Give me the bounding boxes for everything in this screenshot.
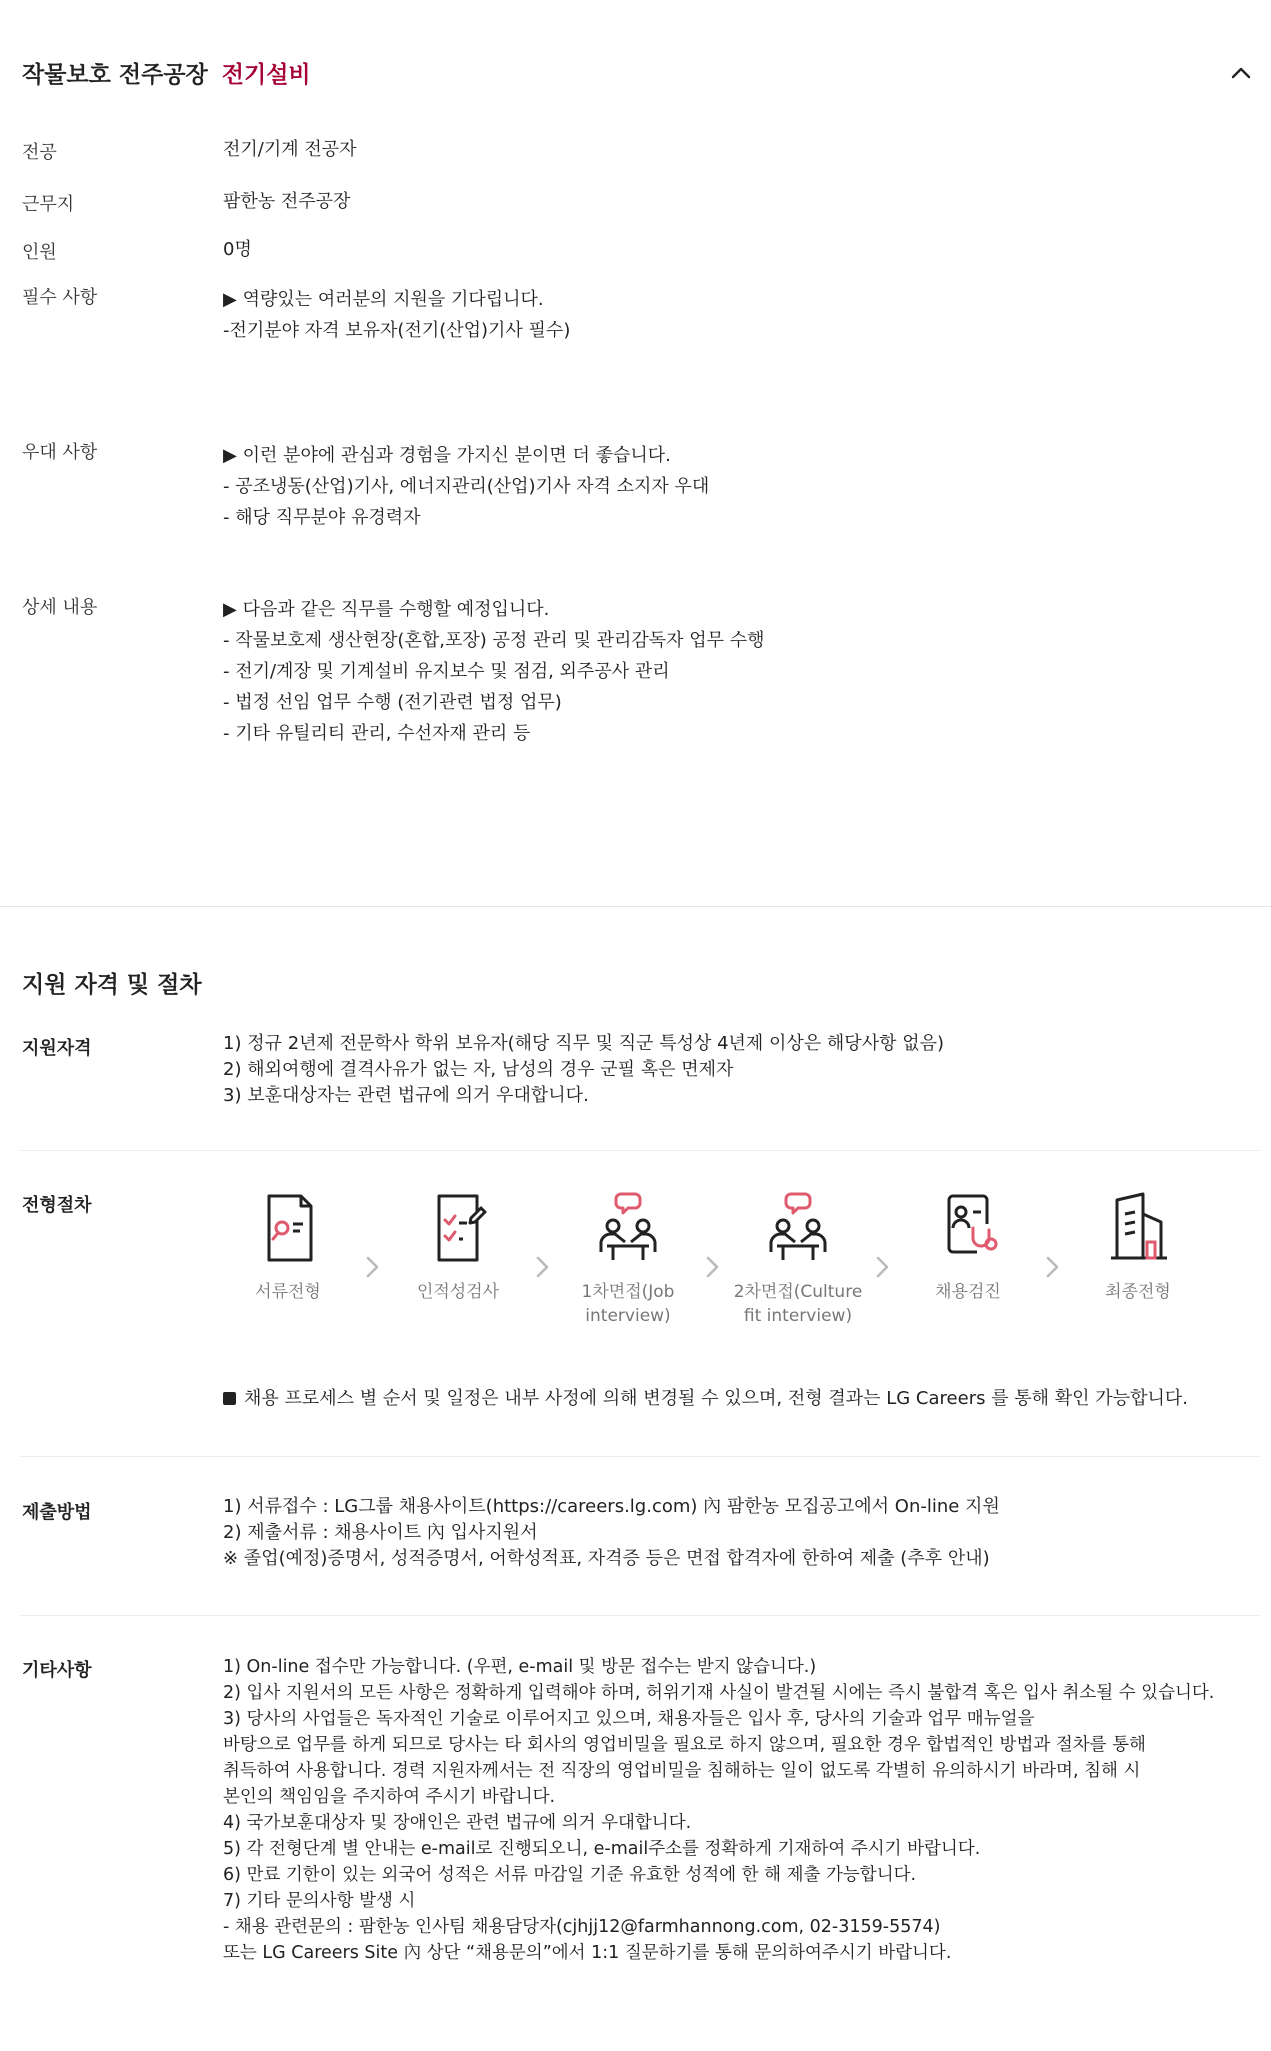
step-aptitude-test — [393, 1190, 523, 1304]
preferred-label: 우대 사항 — [22, 442, 98, 463]
detail-label: 상세 내용 — [22, 597, 98, 618]
step-label: 최종전형 — [1105, 1282, 1171, 1302]
medical-check-icon — [933, 1190, 1003, 1266]
preferred-value: ▶ 이런 분야에 관심과 경험을 가지신 분이면 더 좋습니다. - 공조냉동(산업)기사, 에너지관리(산업)기사 자격 소지자 우대 - 해당 직무분야 유경력자 — [223, 445, 710, 528]
chevron-up-icon[interactable] — [1228, 60, 1254, 86]
submission-value: 1) 서류접수 : LG그룹 채용사이트(https://careers.lg.com) 內 팜한농 모집공고에서 On-line 지원 2) 제출서류 : 채용사이트 內 입사지원서 ※ 졸업(예정)증명서, 성적증명서, 어학성적표, 자격증 등은 면접 합격자에 한하여 제출 (추후 안내) — [223, 1496, 1000, 1569]
checklist-icon — [423, 1190, 493, 1266]
process-steps — [223, 1190, 1203, 1350]
required-value: ▶ 역량있는 여러분의 지원을 기다립니다. -전기분야 자격 보유자(전기(산업)기사 필수) — [223, 289, 571, 341]
chevron-right-icon — [1043, 1252, 1063, 1282]
headcount-value: 0명 — [223, 239, 252, 260]
document-search-icon — [253, 1190, 323, 1266]
step-second-interview — [733, 1190, 863, 1328]
major-label: 전공 — [22, 142, 57, 163]
job-title — [22, 56, 311, 89]
apply-section-title: 지원 자격 및 절차 — [22, 972, 202, 998]
interview-icon — [763, 1190, 833, 1266]
location-value: 팜한농 전주공장 — [223, 191, 351, 212]
step-medical-check — [903, 1190, 1033, 1304]
location-label: 근무지 — [22, 194, 75, 215]
step-document-screening — [223, 1190, 353, 1304]
job-subtitle: 전기설비 — [221, 62, 311, 88]
job-header[interactable] — [0, 50, 1271, 98]
step-label: 인적성검사 — [416, 1282, 500, 1302]
chevron-right-icon — [533, 1252, 553, 1282]
step-first-interview — [563, 1190, 693, 1328]
chevron-right-icon — [873, 1252, 893, 1282]
step-label: 2차면접(Culture fit interview) — [733, 1282, 863, 1326]
etc-label: 기타사항 — [22, 1660, 92, 1681]
job-title-text: 작물보호 전주공장 — [22, 62, 208, 88]
step-label: 서류전형 — [255, 1282, 321, 1302]
square-bullet-icon — [223, 1392, 236, 1405]
divider — [20, 1456, 1260, 1457]
process-note — [223, 1384, 1188, 1410]
step-label: 1차면접(Job interview) — [581, 1282, 675, 1326]
headcount-label: 인원 — [22, 242, 57, 263]
divider — [20, 1150, 1260, 1151]
section-divider — [0, 906, 1271, 907]
process-note-text: 채용 프로세스 별 순서 및 일정은 내부 사정에 의해 변경될 수 있으며, 전형 결과는 LG Careers 를 통해 확인 가능합니다. — [244, 1388, 1188, 1409]
step-label: 채용검진 — [935, 1282, 1001, 1302]
qualification-label: 지원자격 — [22, 1038, 92, 1059]
divider — [20, 1615, 1260, 1616]
chevron-right-icon — [703, 1252, 723, 1282]
detail-value: ▶ 다음과 같은 직무를 수행할 예정입니다. - 작물보호제 생산현장(혼합,포장) 공정 관리 및 관리감독자 업무 수행 - 전기/계장 및 기계설비 유지보수 및 점검, 외주공사 관리 - 법정 선임 업무 수행 (전기관련 법정 업무) - 기타 유틸리티 관리, 수선자재 관리 등 — [223, 599, 765, 744]
required-label: 필수 사항 — [22, 287, 98, 308]
chevron-right-icon — [363, 1252, 383, 1282]
interview-icon — [593, 1190, 663, 1266]
submission-label: 제출방법 — [22, 1502, 92, 1523]
etc-value: 1) On-line 접수만 가능합니다. (우편, e-mail 및 방문 접수는 받지 않습니다.) 2) 입사 지원서의 모든 사항은 정확하게 입력해야 하며, 허위기재 사실이 발견될 시에는 즉시 불합격 혹은 입사 취소될 수 있습니다. 3) 당사의 사업들은 독자적인 기술로 이루어지고 있으며, 채용자들은 입사 후, 당사의 기술과 업무 매뉴얼을 바탕으로 업무를 하게 되므로 당사는 타 회사의 영업비밀을 필요로 하지 않으며, 필요한 경우 합법적인 방법과 절차를 통해 취득하여 사용합니다. 경력 지원자께서는 전 직장의 영업비밀을 침해하는 일이 없도록 각별히 유의하시기 바라며, 침해 시 본인의 책임임을 주지하여 주시기 바랍니다. 4) 국가보훈대상자 및 장애인은 관련 법규에 의거 우대합니다. 5) 각 전형단계 별 안내는 e-mail로 진행되오니, e-mail주소를 정확하게 기재하여 주시기 바랍니다. 6) 만료 기한이 있는 외국어 성적은 서류 마감일 기준 유효한 성적에 한 해 제출 가능합니다. 7) 기타 문의사항 발생 시 - 채용 관련문의 : 팜한농 인사팀 채용담당자(cjhjj12@farmhannong.com, 02-3159-5574) 또는 LG Careers Site 內 상단 “채용문의”에서 1:1 질문하기를 통해 문의하여주시기 바랍니다. — [223, 1657, 1215, 1963]
step-final — [1073, 1190, 1203, 1304]
building-icon — [1103, 1190, 1173, 1266]
major-value: 전기/기계 전공자 — [223, 139, 357, 160]
process-label: 전형절차 — [22, 1195, 92, 1216]
qualification-value: 1) 정규 2년제 전문학사 학위 보유자(해당 직무 및 직군 특성상 4년제 이상은 해당사항 없음) 2) 해외여행에 결격사유가 없는 자, 남성의 경우 군필 혹은 면제자 3) 보훈대상자는 관련 법규에 의거 우대합니다. — [223, 1033, 944, 1106]
